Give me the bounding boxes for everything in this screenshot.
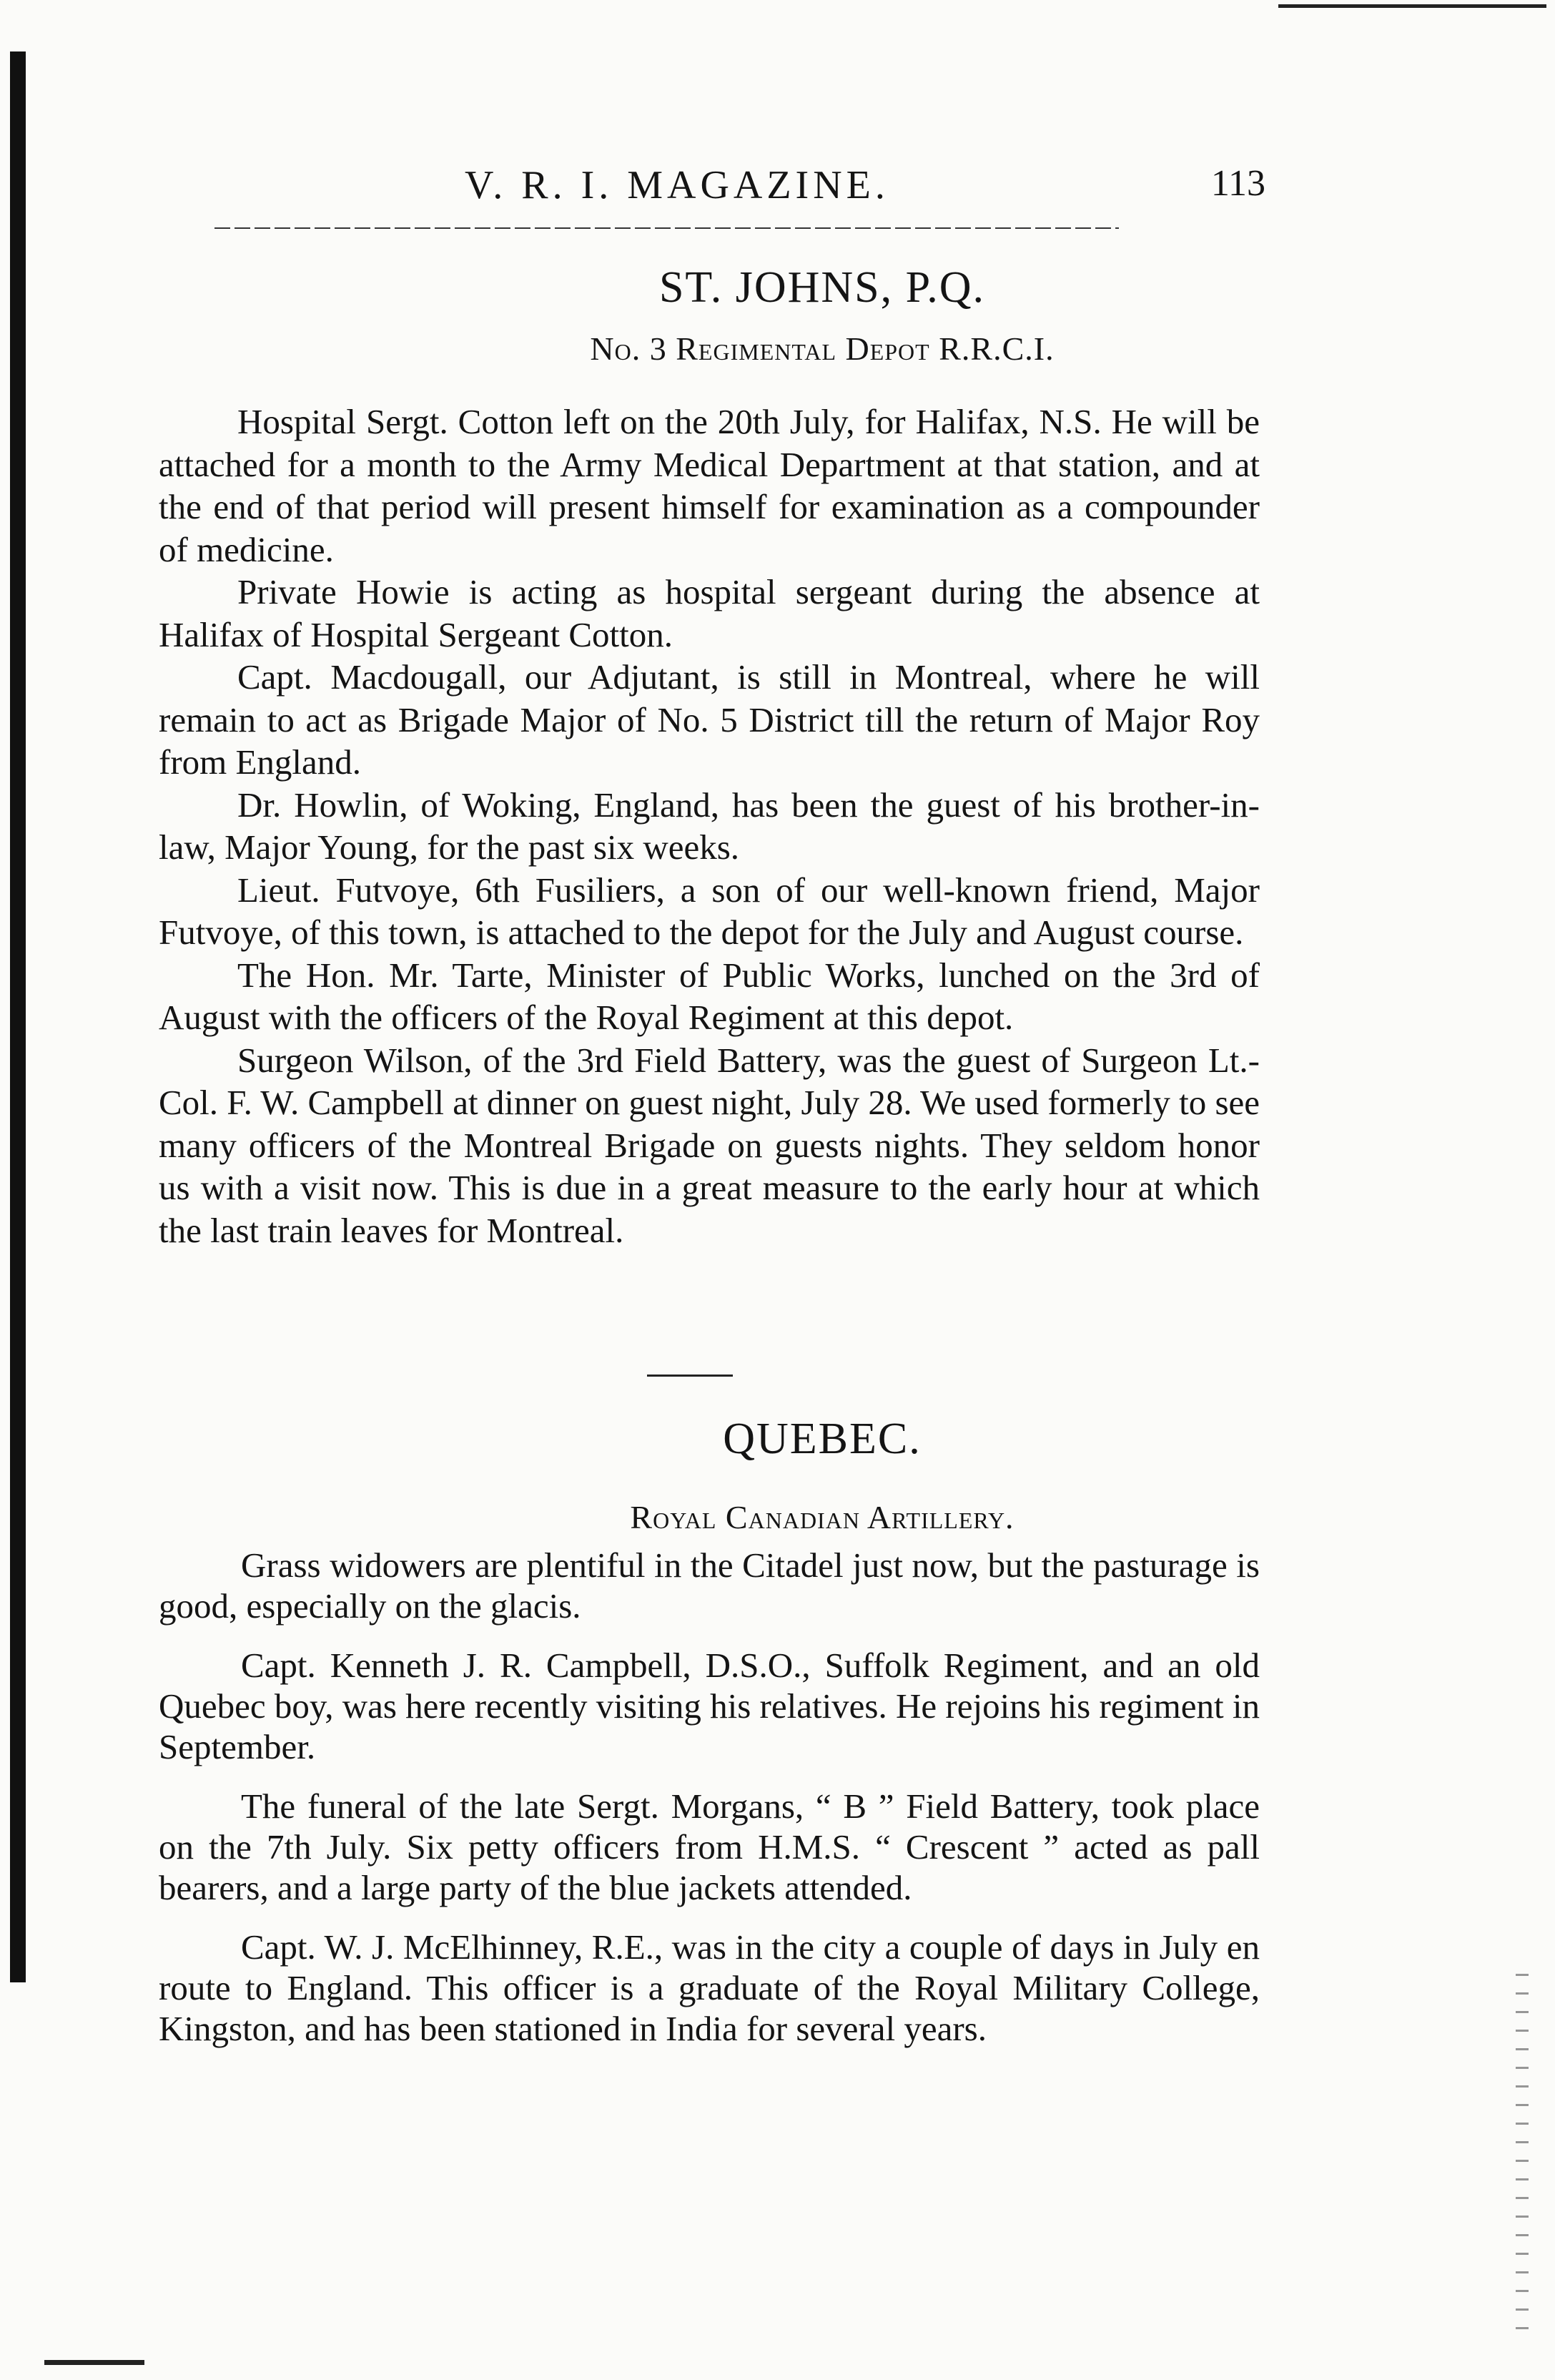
paragraph: Capt. W. J. McElhinney, R.E., was in the city a couple of days in July en route to England. This officer is a graduate of the Royal Military College, Kingston, and has been stationed in India for several years. <box>159 1927 1260 2048</box>
running-title: V. R. I. MAGAZINE. <box>465 163 889 207</box>
section-subtitle: Royal Canadian Artillery. <box>630 1499 1015 1535</box>
section-title: QUEBEC. <box>723 1415 922 1463</box>
bottom-edge-mark <box>44 2360 144 2365</box>
paragraph: The funeral of the late Sergt. Morgans, “ B ” Field Battery, took place on the 7th July. Six petty officers from H.M.S. “ Crescent ” acted as pall bearers, and a large party of the blue jackets attended. <box>159 1786 1260 1907</box>
section-divider <box>647 1375 733 1377</box>
header-rule <box>214 227 1119 229</box>
page-number: 113 <box>1210 163 1265 204</box>
running-header <box>465 147 1265 211</box>
section-st-johns-body <box>159 400 1260 1252</box>
paragraph: Capt. Macdougall, our Adjutant, is still in Montreal, where he will remain to act as Brigade Major of No. 5 District till the return of Major Roy from England. <box>159 657 1260 782</box>
paragraph: Capt. Kenneth J. R. Campbell, D.S.O., Suffolk Regiment, and an old Quebec boy, was here recently visiting his relatives. He rejoins his regiment in September. <box>159 1646 1260 1766</box>
paragraph: The Hon. Mr. Tarte, Minister of Public Works, lunched on the 3rd of August with the officers of the Royal Regiment at this depot. <box>159 955 1260 1037</box>
paragraph: Surgeon Wilson, of the 3rd Field Battery, was the guest of Surgeon Lt.-Col. F. W. Campbell at dinner on guest night, July 28. We used formerly to see many officers of the Montreal Brigade on guests nights. They seldom honor us with a visit now. This is due in a great measure to the early hour at which the last train leaves for Montreal. <box>159 1040 1260 1250</box>
section-subtitle: No. 3 Regimental Depot R.R.C.I. <box>590 330 1055 367</box>
section-quebec-body <box>159 1545 1260 2067</box>
paragraph: Lieut. Futvoye, 6th Fusiliers, a son of our well-known friend, Major Futvoye, of this town, is attached to the depot for the July and August course. <box>159 870 1260 952</box>
section-st-johns-heading <box>0 259 1555 372</box>
margin-specks <box>1516 1974 1529 2346</box>
top-edge-line <box>1278 4 1546 8</box>
section-title: ST. JOHNS, P.Q. <box>658 263 986 312</box>
paragraph: Hospital Sergt. Cotton left on the 20th July, for Halifax, N.S. He will be attached for a month to the Army Medical Department at that station, and at the end of that period will present himself for examination as a compounder of medicine. <box>159 402 1260 569</box>
section-quebec-heading <box>0 1410 1555 1540</box>
paragraph: Grass widowers are plentiful in the Citadel just now, but the pasturage is good, especially on the glacis. <box>159 1545 1260 1626</box>
paragraph: Dr. Howlin, of Woking, England, has been the guest of his brother-in-law, Major Young, for the past six weeks. <box>159 785 1260 867</box>
paragraph: Private Howie is acting as hospital sergeant during the absence at Halifax of Hospital Sergeant Cotton. <box>159 572 1260 654</box>
